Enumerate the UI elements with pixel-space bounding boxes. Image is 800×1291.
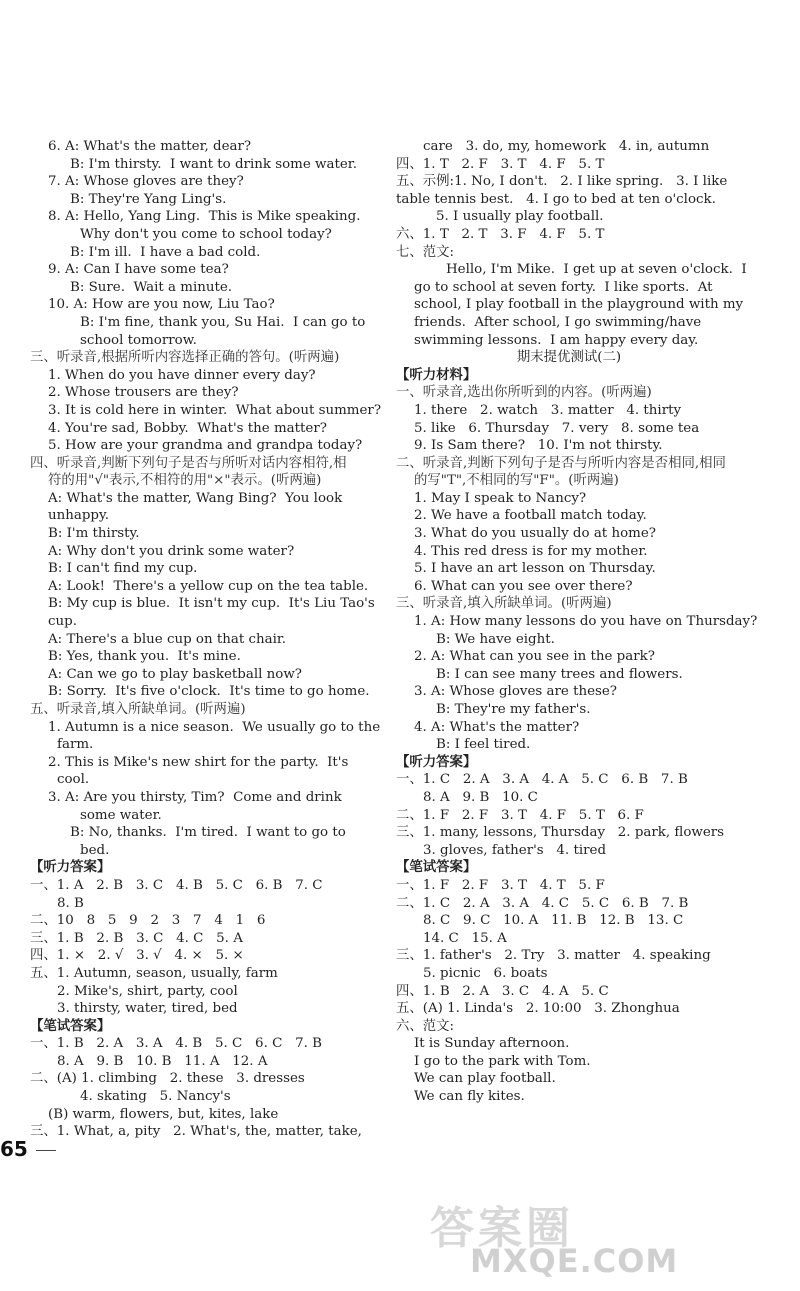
left-text-line: 一、1. A 2. B 3. C 4. B 5. C 6. B 7. C	[30, 877, 323, 893]
left-text-line: school tomorrow.	[80, 332, 197, 348]
watermark-url: MXQE.COM	[470, 1242, 679, 1280]
left-text-line: farm.	[57, 737, 94, 753]
right-text-line: 五、示例:1. No, I don't. 2. I like spring. 3. I like	[396, 174, 728, 190]
right-text-line: We can play football.	[414, 1071, 556, 1087]
right-text-line: 5. I usually play football.	[436, 209, 604, 225]
left-text-line: B: My cup is blue. It isn't my cup. It's Liu Tao's	[48, 596, 375, 612]
right-text-line: 3. What do you usually do at home?	[414, 526, 656, 542]
left-text-line: 4. skating 5. Nancy's	[80, 1089, 231, 1105]
right-text-line: 5. like 6. Thursday 7. very 8. some tea	[414, 420, 700, 436]
right-text-line: 三、听录音,填入所缺单词。(听两遍)	[396, 596, 612, 612]
right-text-line: go to school at seven forty. I like sports. At	[414, 279, 713, 295]
left-text-line: 二、10 8 5 9 2 3 7 4 1 6	[30, 913, 266, 929]
right-text-line: table tennis best. 4. I go to bed at ten o'clock.	[396, 191, 716, 207]
left-text-line: A: Look! There's a yellow cup on the tea table.	[48, 578, 369, 594]
right-text-line: 二、1. C 2. A 3. A 4. C 5. C 6. B 7. B	[396, 895, 689, 911]
page-number-rule	[36, 1150, 56, 1151]
right-text-line: swimming lessons. I am happy every day.	[414, 332, 699, 348]
left-text-line: B: I'm fine, thank you, Su Hai. I can go to	[80, 314, 366, 330]
right-text-line: It is Sunday afternoon.	[414, 1036, 570, 1052]
right-text-line: 4. This red dress is for my mother.	[414, 543, 648, 559]
left-text-line: 5. How are your grandma and grandpa today?	[48, 438, 363, 454]
right-text-line: 8. C 9. C 10. A 11. B 12. B 13. C	[423, 913, 684, 929]
left-text-line: B: Yes, thank you. It's mine.	[48, 649, 241, 665]
right-text-line: 【听力材料】	[396, 366, 477, 383]
left-text-line: A: There's a blue cup on that chair.	[48, 631, 287, 647]
right-text-line: 3. A: Whose gloves are these?	[414, 684, 617, 700]
right-text-line: 1. there 2. watch 3. matter 4. thirty	[414, 402, 682, 418]
right-text-line: 三、1. father's 2. Try 3. matter 4. speaking	[396, 948, 711, 964]
left-text-line: some water.	[80, 807, 162, 823]
right-text-line: B: I can see many trees and flowers.	[436, 666, 683, 682]
right-text-line: B: I feel tired.	[436, 737, 531, 753]
right-text-line: Hello, I'm Mike. I get up at seven o'clock. I	[446, 262, 747, 278]
right-text-line: 6. What can you see over there?	[414, 578, 633, 594]
left-text-line: B: No, thanks. I'm tired. I want to go to	[70, 825, 346, 841]
left-text-line: A: Why don't you drink some water?	[48, 543, 295, 559]
left-text-line: 8. A: Hello, Yang Ling. This is Mike speaking.	[48, 209, 361, 225]
left-text-line: A: Can we go to play basketball now?	[48, 666, 302, 682]
page-number: 65	[0, 1137, 28, 1161]
right-text-line: 4. A: What's the matter?	[414, 719, 580, 735]
right-text-line: 一、1. C 2. A 3. A 4. A 5. C 6. B 7. B	[396, 772, 688, 788]
left-text-line: 8. A 9. B 10. B 11. A 12. A	[57, 1053, 268, 1069]
left-text-line: B: They're Yang Ling's.	[70, 191, 227, 207]
left-text-line: 一、1. B 2. A 3. A 4. B 5. C 6. C 7. B	[30, 1036, 322, 1052]
left-text-line: B: I'm thirsty.	[48, 526, 140, 542]
right-column	[396, 138, 758, 1106]
left-text-line: 6. A: What's the matter, dear?	[48, 139, 252, 154]
right-text-line: care 3. do, my, homework 4. in, autumn	[423, 139, 710, 154]
left-text-line: cool.	[57, 772, 90, 788]
left-text-line: 3. thirsty, water, tired, bed	[57, 1001, 238, 1017]
left-text-line: 1. Autumn is a nice season. We usually go to the	[48, 719, 381, 735]
left-text-line: 2. This is Mike's new shirt for the party. It's	[48, 754, 349, 770]
left-text-line: Why don't you come to school today?	[80, 226, 332, 242]
left-text-line: 五、听录音,填入所缺单词。(听两遍)	[30, 702, 246, 717]
left-text-line: 【笔试答案】	[30, 1017, 111, 1034]
left-text-line: 四、听录音,判断下列句子是否与所听对话内容相符,相	[30, 455, 347, 471]
left-column	[30, 138, 381, 1141]
right-text-line: 2. A: What can you see in the park?	[414, 649, 655, 665]
right-text-line: B: They're my father's.	[436, 702, 591, 717]
left-text-line: B: I can't find my cup.	[48, 561, 198, 577]
right-text-line: 5. I have an art lesson on Thursday.	[414, 561, 656, 577]
right-text-line: 四、1. T 2. F 3. T 4. F 5. T	[396, 156, 605, 172]
left-text-line: A: What's the matter, Wang Bing? You look	[48, 490, 343, 506]
right-text-line: 六、范文:	[396, 1018, 455, 1034]
right-text-line: 8. A 9. B 10. C	[423, 789, 538, 805]
right-text-line: 3. gloves, father's 4. tired	[423, 842, 607, 858]
left-text-line: 3. A: Are you thirsty, Tim? Come and drink	[48, 789, 342, 805]
right-text-line: I go to the park with Tom.	[414, 1053, 591, 1069]
right-text-line: 三、1. many, lessons, Thursday 2. park, flowers	[396, 825, 725, 841]
right-text-line: We can fly kites.	[414, 1089, 525, 1105]
left-text-line: 3. It is cold here in winter. What about summer?	[48, 402, 381, 418]
left-text-line: (B) warm, flowers, but, kites, lake	[48, 1106, 279, 1122]
left-text-line: cup.	[48, 614, 77, 630]
right-text-line: 四、1. B 2. A 3. C 4. A 5. C	[396, 983, 609, 999]
left-text-line: 9. A: Can I have some tea?	[48, 262, 229, 278]
left-text-line: 【听力答案】	[30, 859, 111, 876]
right-text-line: 的写"T",不相同的写"F"。(听两遍)	[414, 473, 619, 489]
left-text-line: 符的用"√"表示,不相符的用"×"表示。(听两遍)	[48, 473, 322, 489]
left-text-line: B: I'm thirsty. I want to drink some water.	[70, 156, 357, 172]
left-text-line: B: Sorry. It's five o'clock. It's time to go home.	[48, 684, 370, 700]
right-text-line: 七、范文:	[396, 244, 455, 260]
left-text-line: 四、1. × 2. √ 3. √ 4. × 5. ×	[30, 948, 244, 964]
left-text-line: 2. Mike's, shirt, party, cool	[57, 983, 238, 999]
left-text-line: unhappy.	[48, 508, 110, 524]
right-text-line: 一、1. F 2. F 3. T 4. T 5. F	[396, 877, 605, 893]
right-text-line: friends. After school, I go swimming/have	[414, 314, 702, 330]
left-text-line: 五、1. Autumn, season, usually, farm	[30, 965, 278, 981]
watermark	[430, 1192, 780, 1278]
right-text-line: B: We have eight.	[436, 631, 555, 647]
left-text-line: 二、(A) 1. climbing 2. these 3. dresses	[30, 1071, 305, 1087]
right-text-line: 2. We have a football match today.	[414, 508, 647, 524]
right-text-line: 5. picnic 6. boats	[423, 965, 548, 981]
right-text-line: 1. A: How many lessons do you have on Thursday?	[414, 614, 758, 630]
left-text-line: 三、1. B 2. B 3. C 4. C 5. A	[30, 930, 243, 946]
left-text-line: 三、1. What, a, pity 2. What's, the, matter, take,	[30, 1124, 362, 1140]
left-text-line: B: Sure. Wait a minute.	[70, 279, 233, 295]
right-text-line: 二、1. F 2. F 3. T 4. F 5. T 6. F	[396, 807, 644, 823]
left-text-line: 7. A: Whose gloves are they?	[48, 174, 244, 190]
left-text-line: 三、听录音,根据所听内容选择正确的答句。(听两遍)	[30, 350, 340, 366]
right-text-line: 二、听录音,判断下列句子是否与所听内容是否相同,相同	[396, 455, 726, 471]
left-text-line: B: I'm ill. I have a bad cold.	[70, 244, 261, 260]
right-text-line: 14. C 15. A	[423, 930, 507, 946]
right-text-line: 五、(A) 1. Linda's 2. 10:00 3. Zhonghua	[396, 1001, 680, 1017]
left-text-line: 8. B	[57, 895, 84, 911]
right-text-line: 期末提优测试(二)	[516, 350, 622, 366]
right-text-line: 六、1. T 2. T 3. F 4. F 5. T	[396, 226, 605, 242]
watermark-logo-text: 答案圈	[430, 1203, 574, 1254]
right-text-line: school, I play football in the playground with my	[414, 297, 744, 313]
left-text-line: bed.	[80, 842, 110, 858]
right-text-line: 1. May I speak to Nancy?	[414, 490, 587, 506]
left-text-line: 2. Whose trousers are they?	[48, 385, 239, 401]
left-text-line: 1. When do you have dinner every day?	[48, 367, 316, 383]
right-text-line: 9. Is Sam there? 10. I'm not thirsty.	[414, 438, 663, 454]
left-text-line: 4. You're sad, Bobby. What's the matter?	[48, 420, 327, 436]
right-text-line: 【笔试答案】	[396, 859, 477, 876]
right-text-line: 【听力答案】	[396, 753, 477, 770]
left-text-line: 10. A: How are you now, Liu Tao?	[48, 297, 275, 313]
right-text-line: 一、听录音,选出你所听到的内容。(听两遍)	[396, 385, 652, 401]
